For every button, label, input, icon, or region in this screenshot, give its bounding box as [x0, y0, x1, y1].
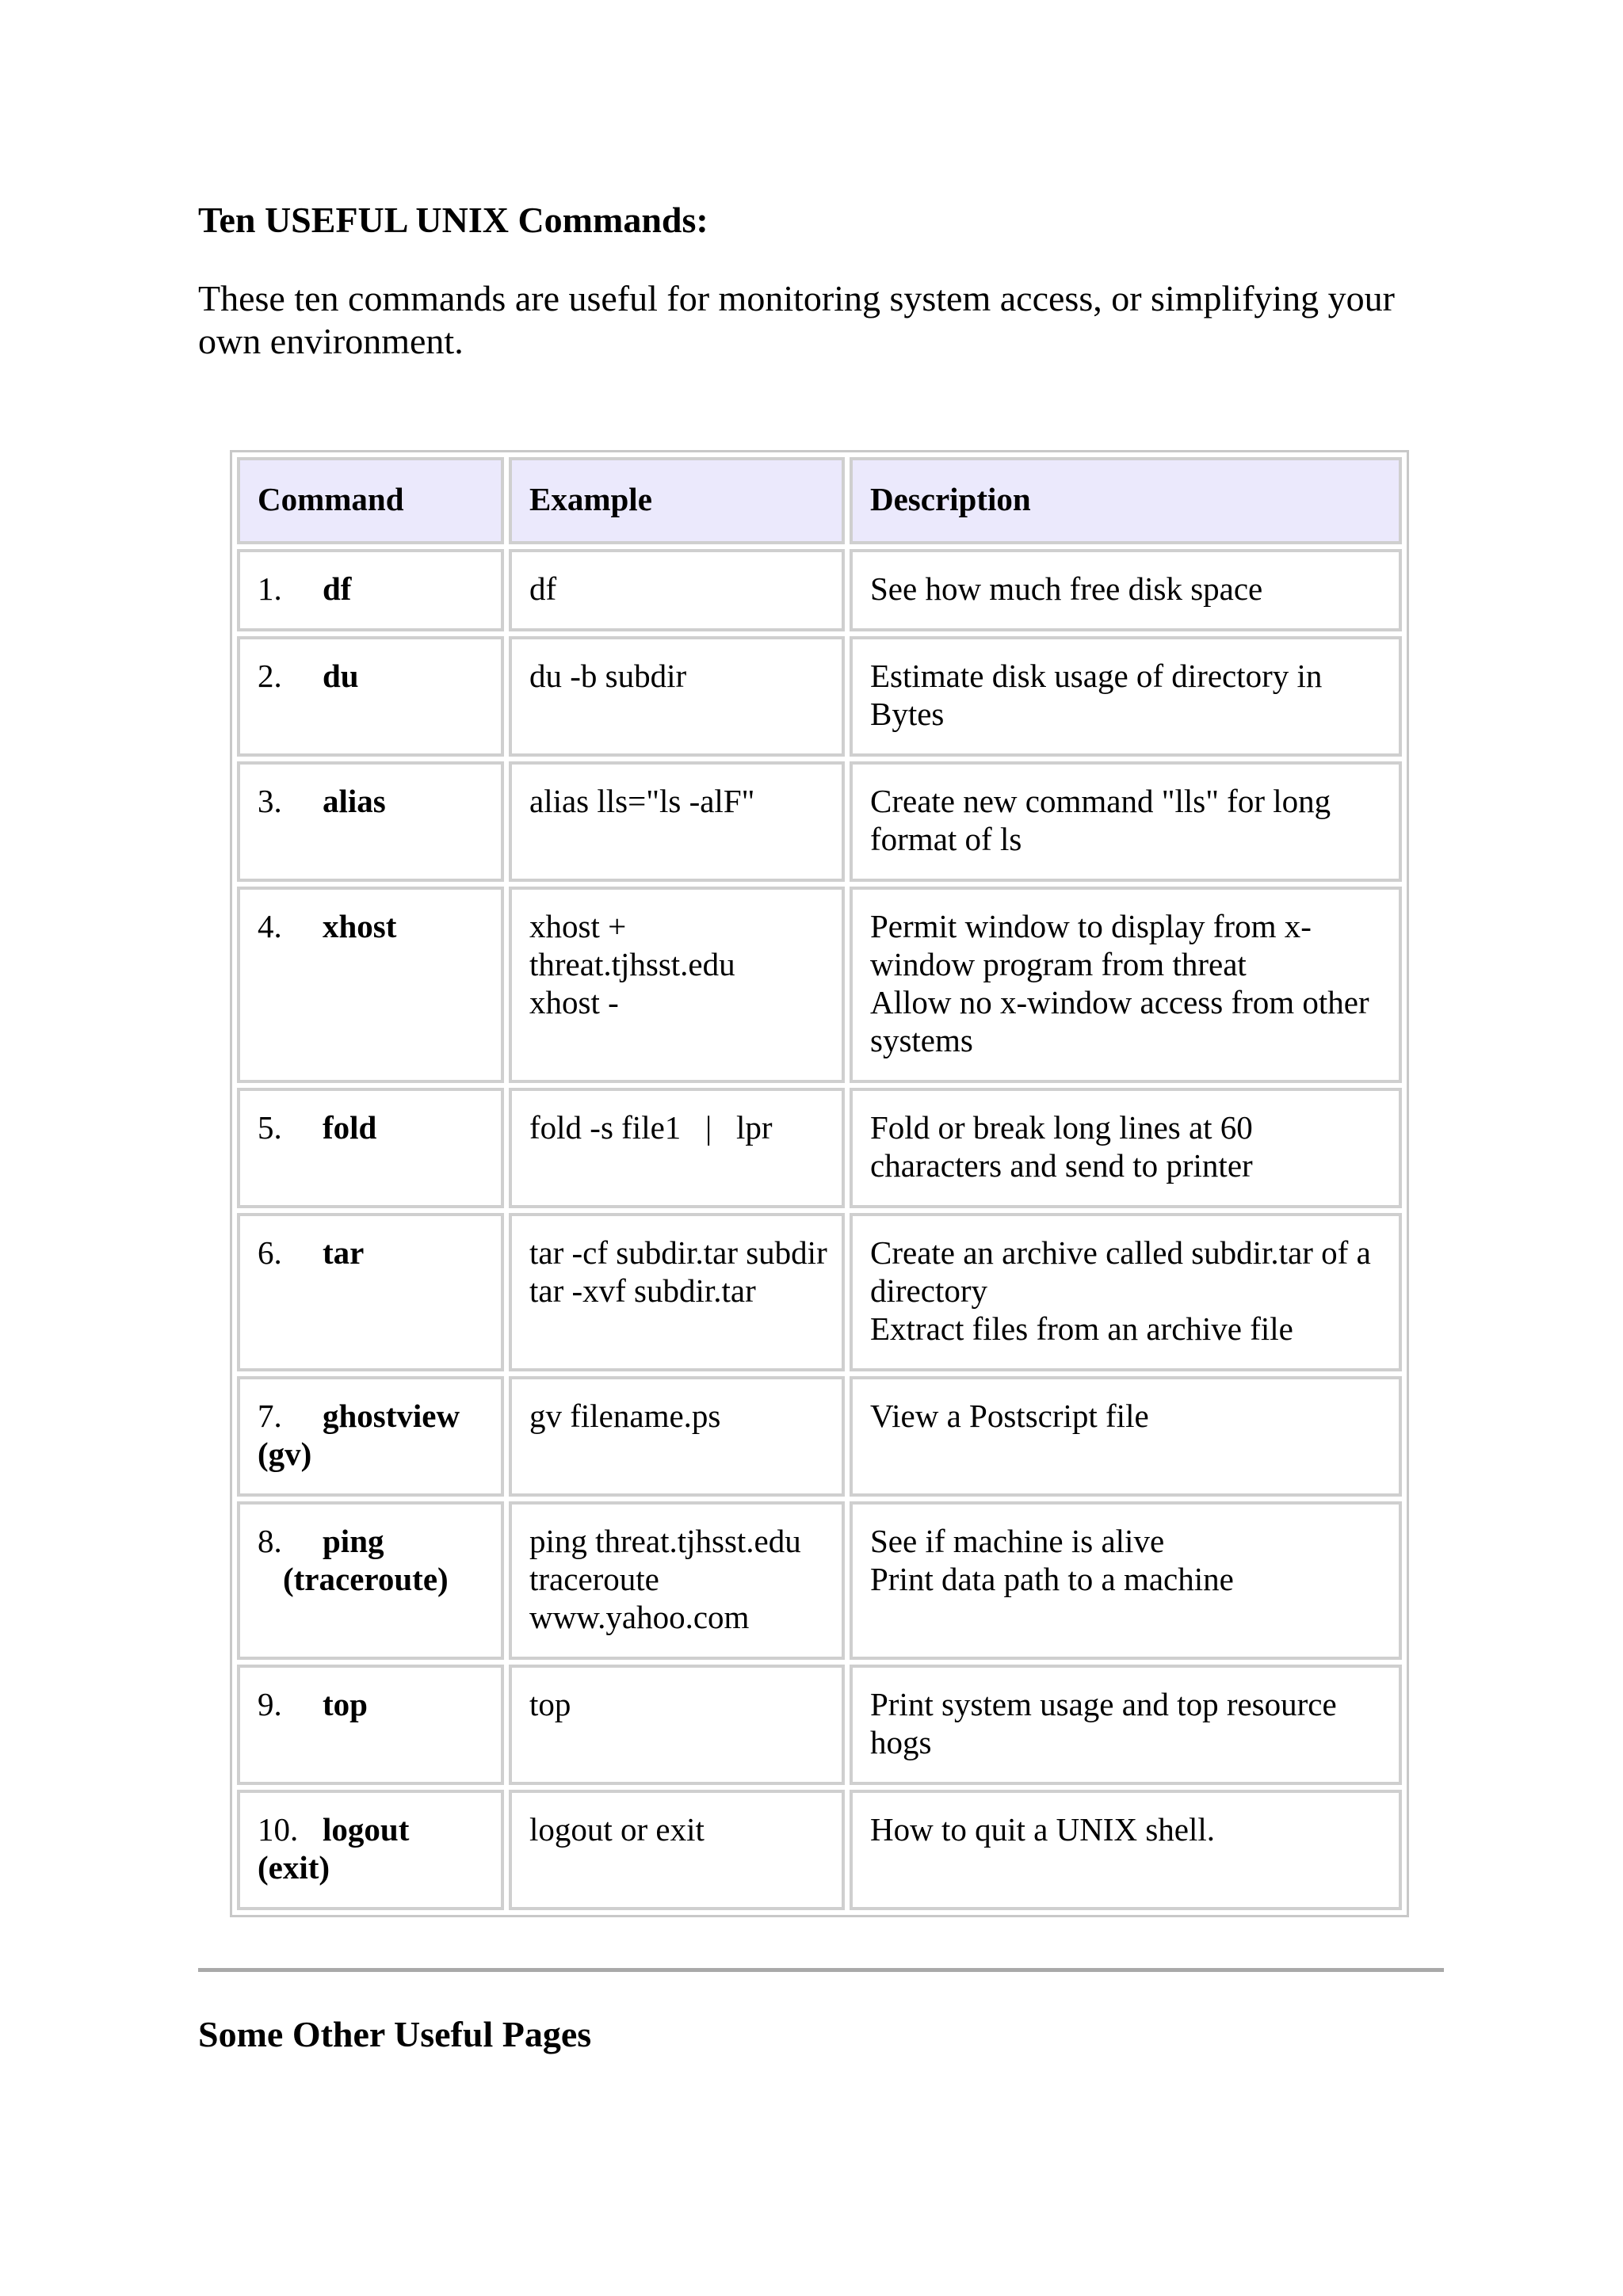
command-number: 4. [258, 908, 282, 944]
example-cell [509, 1088, 845, 1208]
description-cell [850, 887, 1402, 1083]
description-line: Create new command "lls" for long format of ls [870, 783, 1339, 857]
example-line: traceroute www.yahoo.com [529, 1561, 750, 1635]
example-line: tar -xvf subdir.tar [529, 1272, 756, 1309]
column-header-command: Command [237, 457, 504, 544]
command-cell [237, 1501, 504, 1660]
command-name: du [323, 658, 359, 694]
description-line: View a Postscript file [870, 1398, 1149, 1434]
column-header-example: Example [509, 457, 845, 544]
command-name: tar [323, 1234, 365, 1271]
example-cell [509, 1501, 845, 1660]
description-cell [850, 636, 1402, 757]
example-cell [509, 636, 845, 757]
table-row [237, 1376, 1402, 1497]
table-row [237, 1790, 1402, 1910]
example-cell [509, 1213, 845, 1371]
example-line: fold -s file1 | lpr [529, 1109, 773, 1146]
description-cell [850, 1665, 1402, 1785]
example-line: gv filename.ps [529, 1398, 721, 1434]
table-row [237, 887, 1402, 1083]
description-line: Create an archive called subdir.tar of a directory [870, 1234, 1380, 1309]
command-name: alias [323, 783, 386, 819]
description-line: Fold or break long lines at 60 characters and send to printer [870, 1109, 1262, 1184]
command-name: ghostview [323, 1398, 460, 1434]
example-line: top [529, 1686, 571, 1722]
example-line: ping threat.tjhsst.edu [529, 1523, 801, 1559]
description-line: Extract files from an archive file [870, 1310, 1293, 1347]
page-title: Ten USEFUL UNIX Commands: [198, 200, 708, 240]
table-row [237, 761, 1402, 882]
intro-paragraph: These ten commands are useful for monitoring system access, or simplifying your own environment. [198, 278, 1395, 361]
command-cell [237, 887, 504, 1083]
command-number: 6. [258, 1234, 282, 1271]
description-line: Print system usage and top resource hogs [870, 1686, 1345, 1760]
description-cell [850, 761, 1402, 882]
example-line: du -b subdir [529, 658, 687, 694]
description-line: Print data path to a machine [870, 1561, 1234, 1597]
example-line: xhost - [529, 984, 619, 1020]
description-line: See how much free disk space [870, 570, 1263, 607]
commands-table-body [237, 549, 1402, 1910]
table-row [237, 1088, 1402, 1208]
command-number: 10. [258, 1811, 299, 1848]
example-line: df [529, 570, 557, 607]
example-cell [509, 1790, 845, 1910]
command-number: 7. [258, 1398, 282, 1434]
command-name: xhost [323, 908, 397, 944]
table-row [237, 1213, 1402, 1371]
command-number: 9. [258, 1686, 282, 1722]
command-cell [237, 549, 504, 631]
table-row [237, 1501, 1402, 1660]
description-cell [850, 1376, 1402, 1497]
description-cell [850, 1790, 1402, 1910]
command-name: df [323, 570, 352, 607]
command-number: 8. [258, 1523, 282, 1559]
example-line: tar -cf subdir.tar subdir [529, 1234, 827, 1271]
table-row [237, 549, 1402, 631]
horizontal-rule [198, 1968, 1444, 1972]
table-row [237, 636, 1402, 757]
description-line: Permit window to display from x-window program from threat [870, 908, 1312, 982]
command-cell [237, 1376, 504, 1497]
command-name: top [323, 1686, 368, 1722]
commands-table [230, 450, 1409, 1917]
command-name: ping [323, 1523, 384, 1559]
column-header-description: Description [850, 457, 1402, 544]
description-cell [850, 1213, 1402, 1371]
command-alias: (gv) [258, 1436, 312, 1472]
command-number: 5. [258, 1109, 282, 1146]
description-line: Estimate disk usage of directory in Bytes [870, 658, 1331, 732]
command-name: logout [323, 1811, 410, 1848]
command-alias: (traceroute) [283, 1561, 449, 1597]
command-number: 3. [258, 783, 282, 819]
description-line: How to quit a UNIX shell. [870, 1811, 1216, 1848]
command-cell [237, 1213, 504, 1371]
command-cell [237, 1088, 504, 1208]
example-line: xhost + threat.tjhsst.edu [529, 908, 735, 982]
command-name: fold [323, 1109, 377, 1146]
example-line: alias lls="ls -alF" [529, 783, 755, 819]
command-cell [237, 1665, 504, 1785]
command-number: 1. [258, 570, 282, 607]
example-cell [509, 1376, 845, 1497]
command-number: 2. [258, 658, 282, 694]
description-line: Allow no x-window access from other systems [870, 984, 1377, 1058]
description-cell [850, 1501, 1402, 1660]
other-pages-heading: Some Other Useful Pages [198, 2014, 592, 2054]
example-cell [509, 761, 845, 882]
example-cell [509, 1665, 845, 1785]
command-alias: (exit) [258, 1849, 330, 1886]
command-cell [237, 636, 504, 757]
table-header-row [237, 457, 1402, 544]
example-line: logout or exit [529, 1811, 705, 1848]
example-cell [509, 549, 845, 631]
example-cell [509, 887, 845, 1083]
description-line: See if machine is alive [870, 1523, 1165, 1559]
table-row [237, 1665, 1402, 1785]
description-cell [850, 549, 1402, 631]
command-cell [237, 1790, 504, 1910]
command-cell [237, 761, 504, 882]
description-cell [850, 1088, 1402, 1208]
